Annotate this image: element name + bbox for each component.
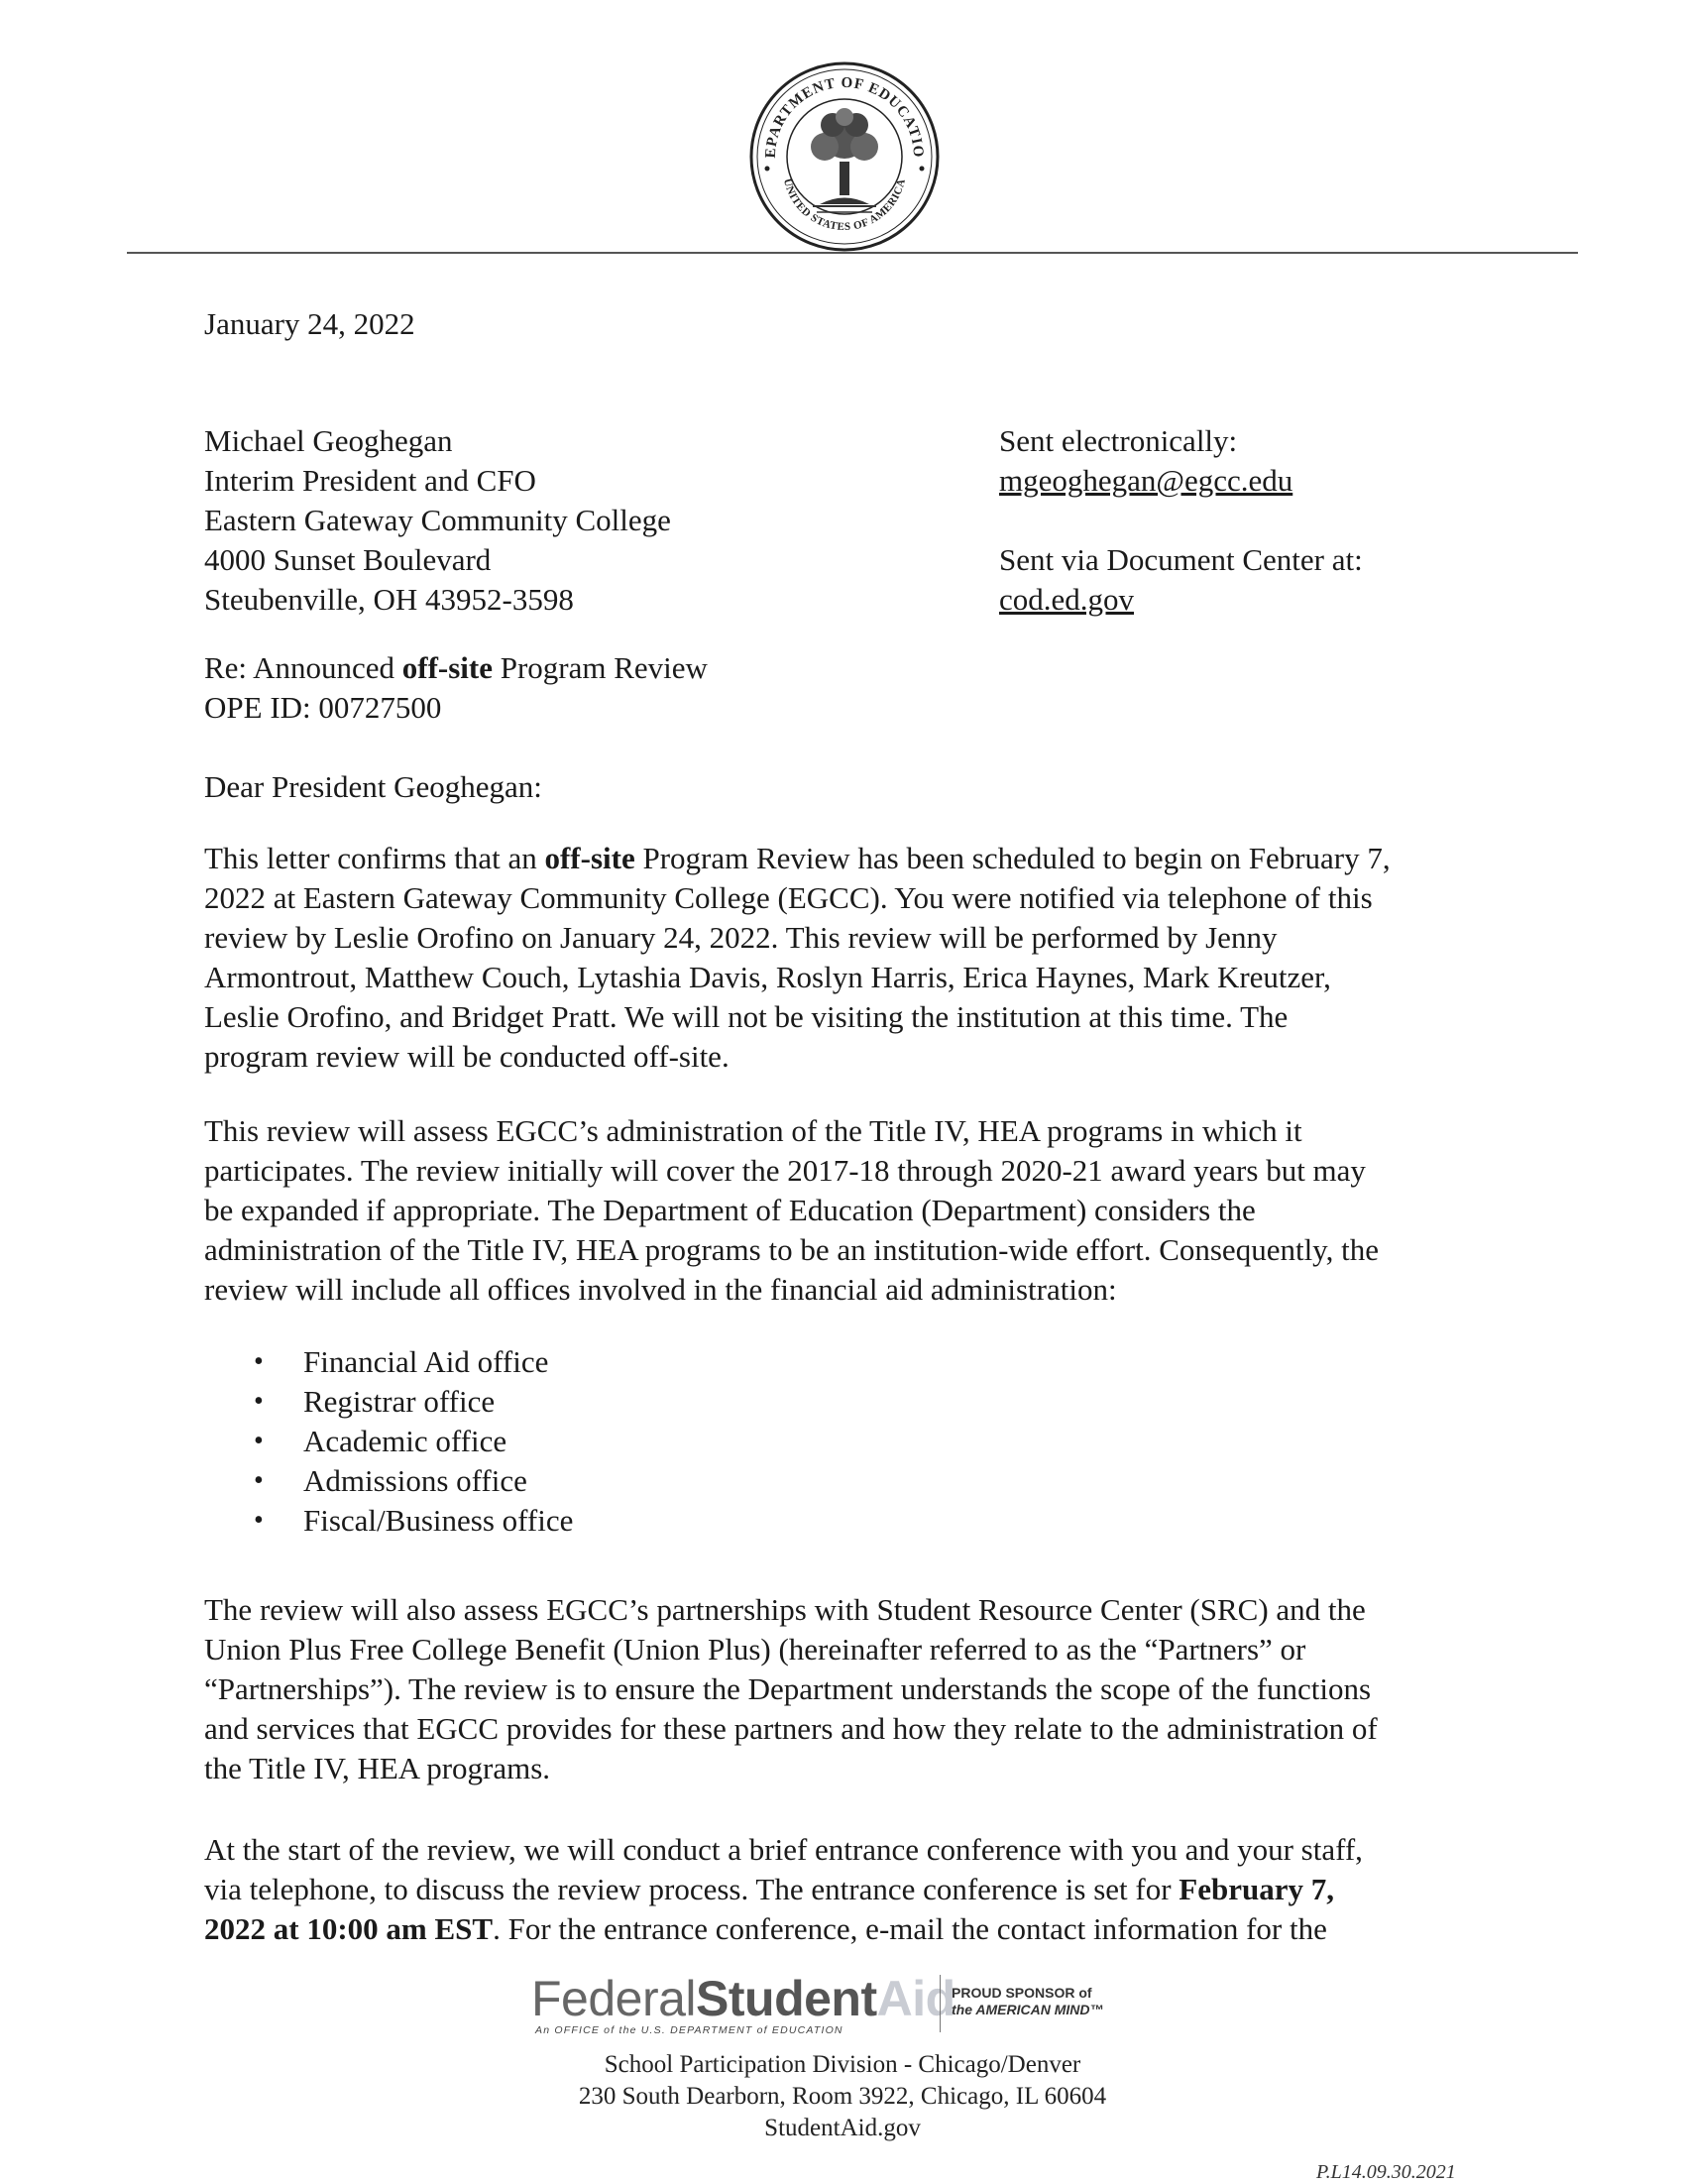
sponsor-text: PROUD SPONSOR of the AMERICAN MIND™ [952, 1985, 1104, 2017]
seal-text-bottom: UNITED STATES OF AMERICA [780, 177, 909, 234]
recipient-title: Interim President and CFO [204, 463, 536, 498]
tree-emblem [811, 108, 878, 212]
logo-divider [940, 1975, 941, 2032]
list-item: • Fiscal/Business office [248, 1501, 573, 1541]
paragraph-line: “Partnerships”). The review is to ensure the Department understands the scope of the functions [204, 1671, 1372, 1706]
list-item: • Academic office [248, 1422, 573, 1461]
recipient-institution: Eastern Gateway Community College [204, 503, 671, 537]
paragraph-line: review will include all offices involved in the financial aid administration: [204, 1272, 1117, 1307]
paragraph-review-schedule [204, 839, 1493, 1077]
paragraph-line: review by Leslie Orofino on January 24, 2022. This review will be performed by Jenny [204, 920, 1278, 955]
paragraph-line: program review will be conducted off-site. [204, 1039, 730, 1074]
paragraph-line: At the start of the review, we will conduct a brief entrance conference with you and your staff, [204, 1832, 1363, 1867]
paragraph-line: the Title IV, HEA programs. [204, 1751, 551, 1785]
paragraph-line: The review will also assess EGCC’s partnerships with Student Resource Center (SRC) and the [204, 1592, 1366, 1627]
seal-text-top: EPARTMENT OF EDUCATIO [762, 74, 927, 159]
recipient-name: Michael Geoghegan [204, 423, 453, 458]
paragraph-line: Leslie Orofino, and Bridget Pratt. We will not be visiting the institution at this time. The [204, 999, 1289, 1034]
subject-block [204, 648, 708, 728]
paragraph-line: 2022 at 10:00 am EST. For the entrance conference, e-mail the contact information for the [204, 1911, 1327, 1946]
list-item: • Registrar office [248, 1382, 573, 1422]
federal-student-aid-logo [531, 1973, 1166, 2036]
sent-electronically-label: Sent electronically: [999, 423, 1238, 458]
list-item: • Financial Aid office [248, 1342, 573, 1382]
footer-division: School Participation Division - Chicago/Denver [604, 2051, 1081, 2078]
letter-date: January 24, 2022 [204, 306, 415, 341]
recipient-street: 4000 Sunset Boulevard [204, 542, 492, 577]
delivery-block [999, 421, 1363, 620]
recipient-city: Steubenville, OH 43952-3598 [204, 582, 574, 617]
recipient-address-block [204, 421, 671, 620]
recipient-email-link[interactable]: mgeoghegan@egcc.edu [999, 463, 1293, 498]
paragraph-line: This review will assess EGCC’s administration of the Title IV, HEA programs in which it [204, 1113, 1302, 1148]
paragraph-entrance-conference [204, 1830, 1493, 1949]
paragraph-line: be expanded if appropriate. The Department of Education (Department) considers the [204, 1193, 1256, 1227]
document-center-label: Sent via Document Center at: [999, 542, 1363, 577]
list-item: • Admissions office [248, 1461, 573, 1501]
subject-line: Re: Announced off-site Program Review [204, 650, 708, 685]
fsa-wordmark: FederalStudentAid [531, 1971, 955, 2026]
offices-list [248, 1342, 573, 1541]
fsa-tagline: An OFFICE of the U.S. DEPARTMENT of EDUCATION [535, 2024, 843, 2036]
salutation: Dear President Geoghegan: [204, 769, 542, 804]
letterhead-rule [127, 252, 1578, 254]
paragraph-line: 2022 at Eastern Gateway Community College (EGCC). You were notified via telephone of this [204, 880, 1373, 915]
department-of-education-seal [745, 57, 944, 256]
paragraph-line: This letter confirms that an off-site Program Review has been scheduled to begin on February 7, [204, 841, 1391, 875]
paragraph-partnerships [204, 1590, 1493, 1788]
paragraph-line: participates. The review initially will cover the 2017-18 through 2020-21 award years but may [204, 1153, 1366, 1188]
paragraph-line: via telephone, to discuss the review process. The entrance conference is set for February 7, [204, 1872, 1334, 1906]
paragraph-line: and services that EGCC provides for these partners and how they relate to the administration of [204, 1711, 1378, 1746]
paragraph-line: administration of the Title IV, HEA programs to be an institution-wide effort. Consequently, the [204, 1232, 1380, 1267]
footer-address: 230 South Dearborn, Room 3922, Chicago, IL 60604 [578, 2083, 1107, 2110]
footer-website: StudentAid.gov [764, 2115, 921, 2141]
paragraph-line: Armontrout, Matthew Couch, Lytashia Davis, Roslyn Harris, Erica Haynes, Mark Kreutzer, [204, 960, 1331, 994]
paragraph-line: Union Plus Free College Benefit (Union Plus) (hereinafter referred to as the “Partners” or [204, 1632, 1306, 1667]
form-code: P.L14.09.30.2021 [1316, 2161, 1456, 2183]
ope-id: OPE ID: 00727500 [204, 690, 442, 725]
paragraph-review-scope [204, 1111, 1493, 1310]
document-center-link[interactable]: cod.ed.gov [999, 582, 1135, 617]
